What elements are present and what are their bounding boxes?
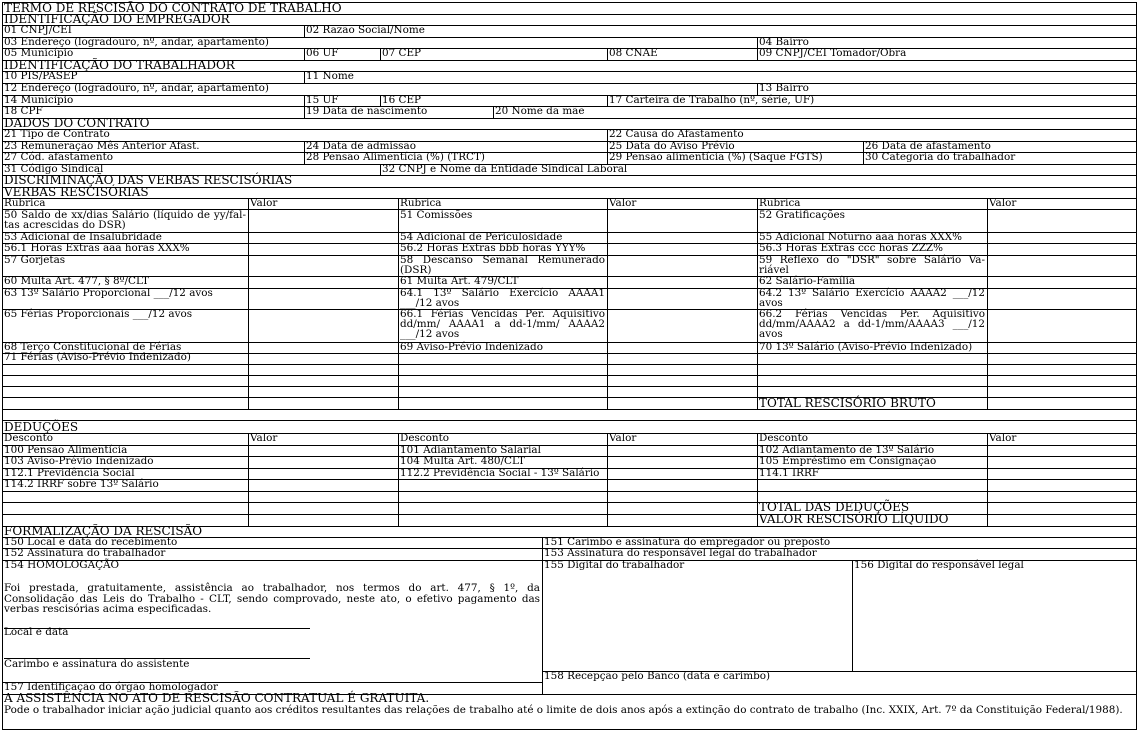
field-19-nascimento-label: 19 Data de nascimento bbox=[306, 105, 428, 117]
deducao-114-2: 114.2 IRRF sobre 13º Salário bbox=[4, 478, 159, 490]
footer-aviso-gratuidade: A ASSISTÊNCIA NO ATO DE RESCISÃO CONTRATUAL É GRATUITA. bbox=[4, 691, 430, 705]
field-157-orgao-homologador: 157 Identificação do órgão homologador bbox=[4, 681, 218, 693]
field-05-municipio-label: 05 Município bbox=[4, 47, 74, 59]
frame-right-line bbox=[1136, 2, 1137, 729]
field-03-endereco-label: 03 Endereço (logradouro, nº, andar, apartamento) bbox=[4, 36, 269, 48]
verba-63: 63 13º Salário Proporcional ___/12 avos bbox=[4, 287, 213, 299]
total-rescisorio-bruto: TOTAL RESCISÓRIO BRUTO bbox=[759, 396, 936, 410]
deducoes-col-valor-2: Valor bbox=[609, 432, 637, 444]
field-17-ctps-label: 17 Carteira de Trabalho (nº, série, UF) bbox=[609, 94, 815, 106]
verba-62: 62 Salário-Família bbox=[759, 275, 856, 287]
frame-bottom-line bbox=[2, 729, 1137, 730]
field-18-cpf-label: 18 CPF bbox=[4, 105, 43, 117]
verba-55: 55 Adicional Noturno aaa horas XXX% bbox=[759, 231, 963, 243]
field-23-remuneracao-label: 23 Remuneração Mês Anterior Afast. bbox=[4, 140, 200, 152]
field-150-local-data: 150 Local e data do recebimento bbox=[4, 536, 178, 548]
carimbo-assistente-label: Carimbo e assinatura do assistente bbox=[4, 658, 190, 670]
verba-57: 57 Gorjetas bbox=[4, 254, 66, 266]
field-158-recepcao-banco: 158 Recepção pelo Banco (data e carimbo) bbox=[544, 670, 771, 682]
field-28-pensao-trct-label: 28 Pensão Alimentícia (%) (TRCT) bbox=[306, 151, 485, 163]
verba-54: 54 Adicional de Periculosidade bbox=[400, 231, 563, 243]
deducao-101: 101 Adiantamento Salarial bbox=[400, 444, 541, 456]
deducao-112-1: 112.1 Previdência Social bbox=[4, 467, 135, 479]
verba-61: 61 Multa Art. 479/CLT bbox=[400, 275, 519, 287]
field-12-endereco-label: 12 Endereço (logradouro, nº, andar, apartamento) bbox=[4, 82, 269, 94]
deducao-102: 102 Adiantamento de 13º Salário bbox=[759, 444, 935, 456]
field-10-pis-label: 10 PIS/PASEP bbox=[4, 70, 78, 82]
verba-56-3: 56.3 Horas Extras ccc horas ZZZ% bbox=[759, 242, 944, 254]
field-27-cod-afastamento-label: 27 Cód. afastamento bbox=[4, 151, 114, 163]
field-07-cep-label: 07 CEP bbox=[382, 47, 422, 59]
field-01-cnpj-label: 01 CNPJ/CEI bbox=[4, 24, 72, 36]
verba-50: 50 Saldo de xx/dias Salário (líquido de yy/fal-tas acrescidas do DSR) bbox=[4, 209, 246, 231]
deducao-104: 104 Multa Art. 480/CLT bbox=[400, 455, 525, 467]
field-32-entidade-sindical-label: 32 CNPJ e Nome da Entidade Sindical Laboral bbox=[382, 163, 628, 175]
deducoes-col-desconto-3: Desconto bbox=[759, 432, 809, 444]
field-08-cnae-label: 08 CNAE bbox=[609, 47, 658, 59]
valor-rescisorio-liquido: VALOR RESCISÓRIO LÍQUIDO bbox=[759, 512, 949, 526]
verba-71: 71 Férias (Aviso-Prévio Indenizado) bbox=[4, 351, 191, 363]
frame-left-line bbox=[2, 2, 3, 729]
field-151-carimbo-empregador: 151 Carimbo e assinatura do empregador ou preposto bbox=[544, 536, 831, 548]
deducao-105: 105 Empréstimo em Consignação bbox=[759, 455, 937, 467]
verba-53: 53 Adicional de Insalubridade bbox=[4, 231, 162, 243]
field-14-municipio-label: 14 Município bbox=[4, 94, 74, 106]
verba-52: 52 Gratificações bbox=[759, 209, 845, 221]
field-02-razao-social-label: 02 Razão Social/Nome bbox=[306, 24, 425, 36]
verba-69: 69 Aviso-Prévio Indenizado bbox=[400, 341, 543, 353]
verba-65: 65 Férias Proporcionais ___/12 avos bbox=[4, 308, 193, 320]
verba-56-2: 56.2 Horas Extras bbb horas YYY% bbox=[400, 242, 586, 254]
deducoes-col-desconto-1: Desconto bbox=[4, 432, 54, 444]
homologacao-texto: Foi prestada, gratuitamente, assistência ao trabalhador, nos termos do art. 477, § 1º, da Consolidação das Leis do Trabalho - CLT, sendo comprovado, neste ato, o efetivo pagamento das verbas rescisórias acima especificadas. bbox=[4, 582, 540, 615]
total-deducoes: TOTAL DAS DEDUÇÕES bbox=[759, 500, 910, 514]
verba-56-1: 56.1 Horas Extras aaa horas XXX% bbox=[4, 242, 190, 254]
field-152-assinatura-trabalhador: 152 Assinatura do trabalhador bbox=[4, 547, 166, 559]
verba-66-1: 66.1 Férias Vencidas Per. Aquisitivo dd/mm/ AAAA1 a dd-1/mm/ AAAA2 ___/12 avos bbox=[400, 308, 605, 340]
verba-64-2: 64.2 13º Salário Exercício AAAA2 ___/12 avos bbox=[759, 287, 985, 309]
deducoes-col-valor-3: Valor bbox=[989, 432, 1017, 444]
verba-64-1: 64.1 13º Salário Exercício AAAA1 ___/12 avos bbox=[400, 287, 605, 309]
verba-66-2: 66.2 Férias Vencidas Per. Aquisitivo dd/mm/AAAA2 a dd-1/mm/AAAA3 ___/12 avos bbox=[759, 308, 985, 340]
field-15-uf-label: 15 UF bbox=[306, 94, 339, 106]
field-09-cnpj-tomador-label: 09 CNPJ/CEI Tomador/Obra bbox=[759, 47, 907, 59]
field-06-uf-label: 06 UF bbox=[306, 47, 339, 59]
section-verbas: VERBAS RESCISÓRIAS bbox=[4, 185, 149, 199]
deducoes-col-valor-1: Valor bbox=[250, 432, 278, 444]
section-contrato: DADOS DO CONTRATO bbox=[4, 116, 150, 130]
verba-51: 51 Comissões bbox=[400, 209, 473, 221]
field-26-afastamento-label: 26 Data de afastamento bbox=[865, 140, 991, 152]
verbas-col-rubrica-1: Rubrica bbox=[4, 197, 46, 209]
form-title: TERMO DE RESCISÃO DO CONTRATO DE TRABALHO bbox=[4, 1, 342, 15]
section-formalizacao: FORMALIZAÇÃO DA RESCISÃO bbox=[4, 524, 203, 538]
field-21-tipo-contrato-label: 21 Tipo de Contrato bbox=[4, 128, 110, 140]
verbas-col-valor-2: Valor bbox=[609, 197, 637, 209]
field-11-nome-label: 11 Nome bbox=[306, 70, 354, 82]
section-trabalhador: IDENTIFICAÇÃO DO TRABALHADOR bbox=[4, 58, 235, 72]
verba-68: 68 Terço Constitucional de Férias bbox=[4, 341, 182, 353]
field-24-admissao-label: 24 Data de admissão bbox=[306, 140, 416, 152]
field-20-nome-mae-label: 20 Nome da mãe bbox=[495, 105, 585, 117]
field-16-cep-label: 16 CEP bbox=[382, 94, 422, 106]
verba-70: 70 13º Salário (Aviso-Prévio Indenizado) bbox=[759, 341, 973, 353]
deducao-112-2: 112.2 Previdência Social - 13º Salário bbox=[400, 467, 600, 479]
field-04-bairro-label: 04 Bairro bbox=[759, 36, 809, 48]
verba-58: 58 Descanso Semanal Remunerado (DSR) bbox=[400, 254, 605, 276]
field-153-assinatura-responsavel: 153 Assinatura do responsável legal do trabalhador bbox=[544, 547, 817, 559]
deducao-100: 100 Pensão Alimentícia bbox=[4, 444, 128, 456]
section-deducoes: DEDUÇÕES bbox=[4, 420, 79, 434]
verbas-col-rubrica-3: Rubrica bbox=[759, 197, 801, 209]
verba-59: 59 Reflexo do "DSR" sobre Salário Va-riável bbox=[759, 254, 985, 276]
verbas-col-rubrica-2: Rubrica bbox=[400, 197, 442, 209]
local-data-label: Local e data bbox=[4, 626, 69, 638]
field-30-categoria-label: 30 Categoria do trabalhador bbox=[865, 151, 1016, 163]
field-154-homologacao: 154 HOMOLOGAÇÃO bbox=[4, 559, 120, 571]
field-156-digital-responsavel: 156 Digital do responsável legal bbox=[854, 559, 1024, 571]
deducoes-col-desconto-2: Desconto bbox=[400, 432, 450, 444]
field-31-codigo-sindical-label: 31 Código Sindical bbox=[4, 163, 104, 175]
deducao-103: 103 Aviso-Prévio Indenizado bbox=[4, 455, 154, 467]
verba-60: 60 Multa Art. 477, § 8º/CLT bbox=[4, 275, 149, 287]
verbas-col-valor-1: Valor bbox=[250, 197, 278, 209]
footer-prazo-texto: Pode o trabalhador iniciar ação judicial quanto aos créditos resultantes das relações de trabalho até o limite de dois anos após a extinção do contrato de trabalho (Inc. XXIX, Art. 7º da Constituição Federal/1988). bbox=[4, 704, 1123, 716]
field-22-causa-afastamento-label: 22 Causa do Afastamento bbox=[609, 128, 744, 140]
section-empregador: IDENTIFICAÇÃO DO EMPREGADOR bbox=[4, 12, 230, 26]
field-25-aviso-previo-label: 25 Data do Aviso Prévio bbox=[609, 140, 735, 152]
deducao-114-1: 114.1 IRRF bbox=[759, 467, 820, 479]
field-155-digital-trabalhador: 155 Digital do trabalhador bbox=[544, 559, 685, 571]
field-29-pensao-fgts-label: 29 Pensão alimentícia (%) (Saque FGTS) bbox=[609, 151, 823, 163]
field-13-bairro-label: 13 Bairro bbox=[759, 82, 809, 94]
verbas-col-valor-3: Valor bbox=[989, 197, 1017, 209]
section-discriminacao: DISCRIMINAÇÃO DAS VERBAS RESCISÓRIAS bbox=[4, 173, 293, 187]
